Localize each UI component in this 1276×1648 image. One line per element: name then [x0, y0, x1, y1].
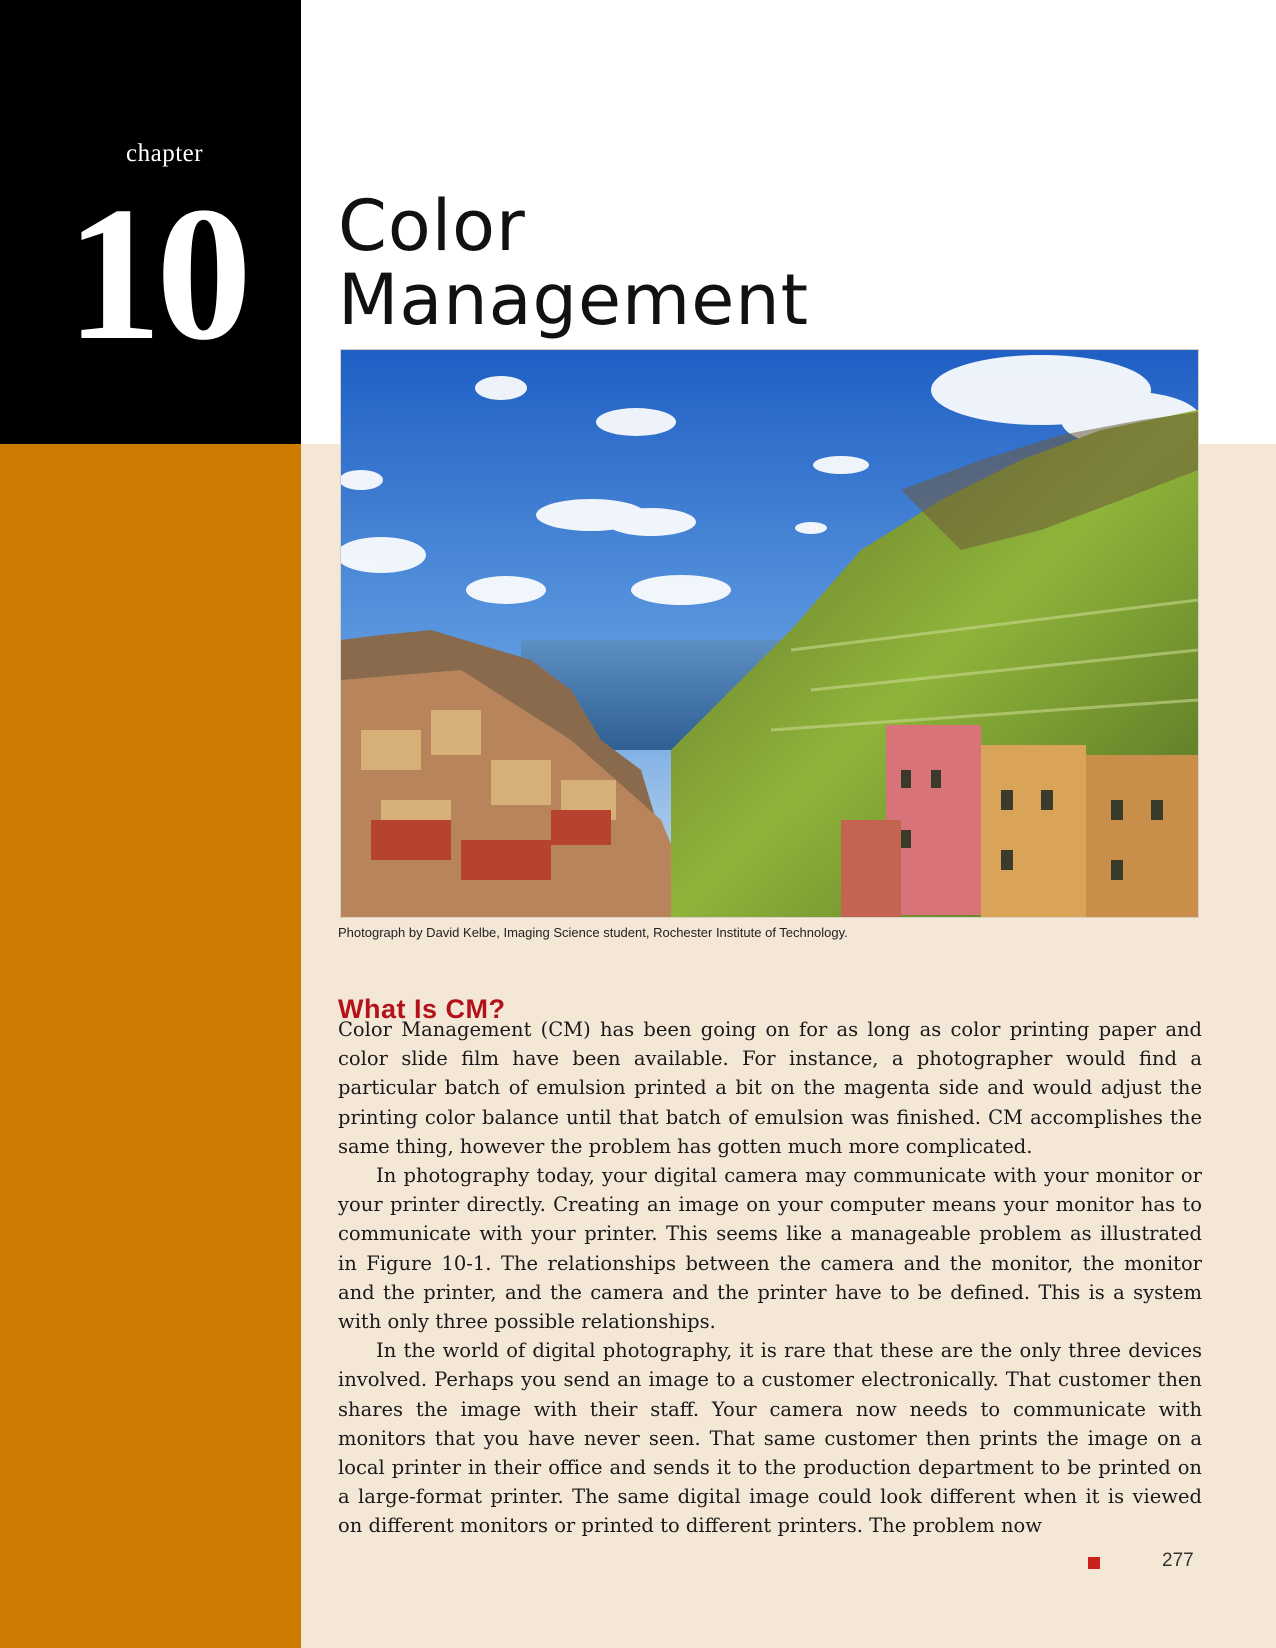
body-text [338, 1015, 1202, 1541]
chapter-label: chapter [126, 140, 204, 167]
page-marker-square [1088, 1557, 1100, 1569]
chapter-title-line2: Management [338, 258, 810, 341]
chapter-photo [340, 349, 1199, 918]
chapter-title [338, 184, 810, 341]
page-number: 277 [1162, 1550, 1194, 1571]
paragraph: Color Management (CM) has been going on for as long as color printing paper and color slide film have been available. For instance, a photographer would find a particular batch of emulsion printed a bit on the magenta side and would adjust the printing color balance until that batch of emulsion was finished. CM accomplishes the same thing, however the problem has gotten much more complicated. [338, 1018, 1202, 1158]
photo-caption: Photograph by David Kelbe, Imaging Science student, Rochester Institute of Technology. [338, 925, 848, 940]
section-heading: What Is CM? [338, 994, 506, 1025]
chapter-number: 10 [66, 167, 246, 380]
paragraph: In the world of digital photography, it is rare that these are the only three devices involved. Perhaps you send an image to a customer electronically. That customer then shares the image with their staff. Your camera now needs to communicate with monitors that you have never seen. That same customer then prints the image on a local printer in their office and sends it to the production department to be printed on a large-format printer. The same digital image could look different when it is viewed on different monitors or printed to different printers. The problem now [338, 1339, 1202, 1538]
chapter-block [0, 0, 301, 444]
chapter-title-line1: Color [338, 184, 526, 267]
paragraph: In photography today, your digital camera may communicate with your monitor or your printer directly. Creating an image on your computer means your monitor has to communicate with your printer. This seems like a manageable problem as illustrated in Figure 10-1. The relationships between the camera and the monitor, the monitor and the printer, and the camera and the printer have to be defined. This is a system with only three possible relationships. [338, 1164, 1202, 1334]
sidebar-band [0, 444, 301, 1648]
